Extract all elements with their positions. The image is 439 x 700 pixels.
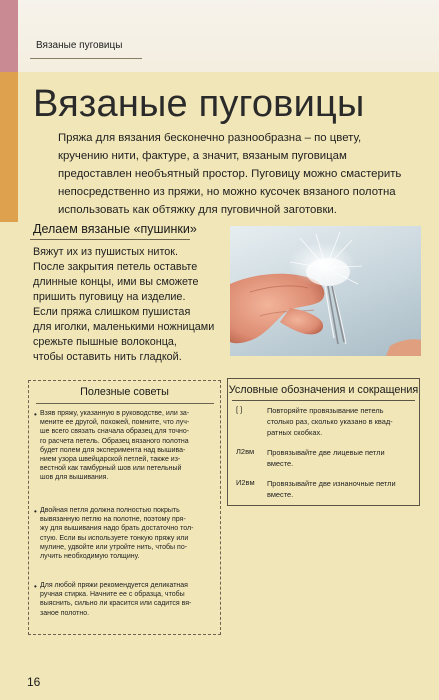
symbol-description <box>267 447 407 469</box>
running-head: Вязаные пуговицы <box>36 40 123 51</box>
tip-line: мените ее другой, похожей, помните, что луч- <box>40 419 190 427</box>
symbols-title-rule <box>232 400 415 401</box>
tip-item <box>34 581 212 618</box>
section-line: для иголки, маленькими ножницами <box>33 321 215 333</box>
symbol-line: вместе. <box>267 490 294 499</box>
tip-line: го расчета петель. Образец вязаного полотна <box>40 437 189 445</box>
tip-line: Двойная петля должна полностью покрыть <box>40 507 180 514</box>
symbol-description <box>267 478 407 500</box>
section-line: Если пряжа слишком пушистая <box>33 306 191 318</box>
symbol-line: Повторяйте провязывание петель <box>267 406 384 415</box>
symbol-line: столько раз, сколько указано в квад- <box>267 417 393 426</box>
tip-line: вывязанную петлю на полотне, поэтому пря- <box>40 516 186 524</box>
side-tab-pink <box>0 0 18 72</box>
bullet-icon: • <box>34 582 37 591</box>
section-body <box>33 245 233 365</box>
tip-line: ручная стирка. Начните ее с образца, чтобы <box>40 591 185 599</box>
symbol-abbreviation: Л2вм <box>236 447 255 456</box>
tip-item <box>34 506 212 561</box>
tip-line: мулине, удвойте или утройте нить, чтобы по- <box>40 543 188 551</box>
symbol-line: вместе. <box>267 459 294 468</box>
symbol-line: Провязывайте две изнаночные петли <box>267 479 396 488</box>
tip-line: вестной как тамбурный шов или петельный <box>40 465 182 473</box>
bullet-icon: • <box>34 507 37 516</box>
symbol-description <box>267 405 407 438</box>
symbols-title: Условные обозначения и сокращения <box>228 384 419 396</box>
page-title: Вязаные пуговицы <box>33 83 365 125</box>
tip-line: Для любой пряжи рекомендуется деликатная <box>40 582 188 589</box>
section-line: Вяжут их из пушистых ниток. <box>33 246 179 258</box>
tip-text <box>40 409 212 483</box>
intro-paragraph: Пряжа для вязания бесконечно разнообразна – по цвету, кручению нити, фактуре, а значит, вязаным пуговицам предоставлен необъятный простор. Пуговицу можно смастерить непосредственно из пряжи, но можно кусочек вязаного полотна использовать как обтяжку для пуговичной заготовки. <box>58 132 402 216</box>
symbol-line: Провязывайте две лицевые петли <box>267 448 385 457</box>
section-line: пришить пуговицу на изделие. <box>33 291 186 303</box>
symbol-abbreviation: И2вм <box>236 478 255 487</box>
tip-item <box>34 409 212 483</box>
tips-title: Полезные советы <box>80 386 169 398</box>
tip-line: шов для вышивания. <box>40 474 109 482</box>
photo-illustration <box>230 226 421 356</box>
running-head-rule <box>30 58 142 59</box>
photo-hand-with-yarn <box>230 226 421 356</box>
section-line: длинные концы, ими вы сможете <box>33 276 199 288</box>
header-band <box>0 0 439 72</box>
side-tab-orange <box>0 72 18 222</box>
tip-line: выяснить, сильно ли красится или садится вя- <box>40 600 192 608</box>
tip-line: жу для вышивания надо брать достаточно тол- <box>40 525 194 533</box>
tip-line: будет полем для эксперимента над вышива- <box>40 446 186 454</box>
tip-text <box>40 506 212 561</box>
section-line: чтобы оставить нить гладкой. <box>33 351 182 363</box>
bullet-icon: • <box>34 410 37 419</box>
section-line: После закрытия петель оставьте <box>33 261 198 273</box>
section-heading: Делаем вязаные «пушинки» <box>33 222 197 236</box>
section-heading-rule <box>30 239 190 240</box>
tip-line: нием узора швейцарской петлей, также из- <box>40 456 181 464</box>
tip-line: лучить необходимую толщину. <box>40 553 140 561</box>
page-number: 16 <box>27 675 41 689</box>
tips-title-rule <box>36 403 214 404</box>
tip-line: заное полотно. <box>40 609 90 617</box>
tip-line: Взяв пряжу, указанную в руководстве, или за- <box>40 410 190 417</box>
tip-line: ше всего связать сначала образец для точно- <box>40 428 190 436</box>
tip-line: стую. Если вы используете тонкую пряжу или <box>40 534 189 542</box>
tip-text <box>40 581 212 618</box>
section-line: срежьте пышные волоконца, <box>33 336 177 348</box>
symbol-line: ратных скобках. <box>267 428 323 437</box>
symbol-abbreviation: [ ] <box>236 405 243 414</box>
